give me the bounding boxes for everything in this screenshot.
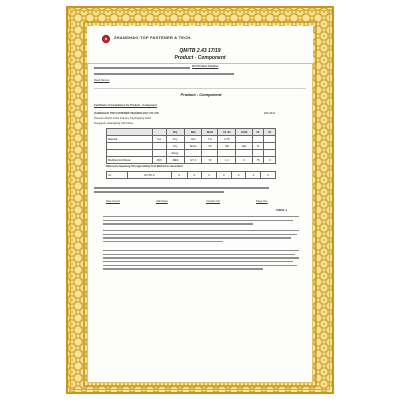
table-cell: T.G — [202, 136, 218, 143]
table-cell: HB — [218, 143, 236, 150]
table-subtitle: Reference Spearing Through Ability Test Method as described — [106, 165, 183, 168]
body-paragraph — [103, 250, 299, 272]
table-row — [107, 150, 276, 157]
body-paragraph — [103, 216, 299, 227]
signature-label: Page One — [256, 200, 268, 203]
company-address: Doumen district Anhui Industry Cityzhejiang Anhui — [94, 117, 152, 120]
table-cell — [107, 143, 153, 150]
table-row — [107, 157, 276, 164]
certificate-frame — [66, 6, 334, 394]
table-cell: 0 — [202, 172, 217, 179]
intro-text-line — [94, 67, 190, 69]
table-cell: Dry — [166, 136, 184, 143]
table-cell: 1 1 — [218, 157, 236, 164]
table-cell: Mold — [202, 129, 218, 136]
table-cell: UL — [107, 172, 128, 179]
signature-label: Date Issued — [106, 200, 120, 203]
table-cell: 0 — [261, 172, 276, 179]
signature-label: Contact Info — [206, 200, 220, 203]
footer-mark: ZHNOL-1 — [276, 209, 288, 212]
table-cell: T2 — [202, 157, 218, 164]
table-cell — [152, 150, 166, 157]
table-cell: 0 — [187, 172, 202, 179]
table-cell: 0 — [264, 157, 276, 164]
table-cell — [107, 150, 153, 157]
table-cell — [184, 150, 201, 157]
table-cell: Sheet — [184, 143, 201, 150]
table-cell — [264, 136, 276, 143]
table-cell — [107, 129, 153, 136]
body-paragraph — [103, 230, 299, 245]
table-cell: V0 — [202, 143, 218, 150]
table-cell: Elong. — [166, 150, 184, 157]
table-cell: UL 94 — [218, 129, 236, 136]
table-cell: 0 — [231, 172, 246, 179]
note-line — [94, 191, 224, 193]
spec-table-2 — [106, 171, 276, 179]
signature-label: Valid Date — [156, 200, 168, 203]
table-cell — [152, 129, 166, 136]
table-cell: Dry — [166, 129, 184, 136]
table-cell: 0.75 — [218, 136, 236, 143]
table-cell: 75 — [252, 157, 264, 164]
table-cell: S — [171, 172, 187, 179]
table-cell — [264, 150, 276, 157]
table-cell: Dry — [166, 143, 184, 150]
intro-text-line — [94, 73, 234, 75]
review-link[interactable]: Read Review — [94, 79, 110, 82]
note-line — [94, 187, 269, 189]
certificate-header-area — [87, 26, 313, 66]
table-cell — [202, 150, 218, 157]
table-cell: 0 — [236, 157, 253, 164]
table-row — [107, 129, 276, 136]
company-address: Dongguan Guangdong 440 China — [94, 122, 133, 125]
company-name: ZHANGHAO TOP FASTENER TECHNOLOGY CO LTD — [94, 112, 159, 115]
table-cell — [252, 150, 264, 157]
section-heading: Product - Component — [180, 92, 222, 97]
table-cell: 2 — [246, 172, 261, 179]
certificate-number: QM/TB 2.43 17/19 — [179, 48, 221, 54]
table-cell: Ind. — [152, 136, 166, 143]
table-row — [107, 136, 276, 143]
table-cell — [152, 143, 166, 150]
table-cell: UL94 — [236, 129, 253, 136]
table-cell: Hde — [236, 143, 253, 150]
table-cell: HY 4 — [184, 157, 201, 164]
table-cell: PA6 — [152, 157, 166, 164]
certificate-title: Product - Component — [174, 55, 226, 61]
table-cell: UL — [264, 129, 276, 136]
reference-number: E68 3944 — [264, 112, 276, 115]
table-cell — [218, 150, 236, 157]
table-cell: R — [252, 143, 264, 150]
approval-reference: ID 3 Product Solution — [192, 65, 219, 68]
company-header: ZHANGHAO TOP FASTENER & TECH. — [114, 35, 192, 40]
table-cell: Ash — [184, 136, 201, 143]
ul-logo-icon — [102, 35, 110, 43]
table-cell — [236, 136, 253, 143]
certificate-body — [87, 63, 313, 383]
table-cell: Wet — [184, 129, 201, 136]
table-cell: -MEC — [166, 157, 184, 164]
table-cell: Material — [107, 136, 153, 143]
table-cell: HV 6% 0 — [127, 172, 171, 179]
table-cell — [264, 143, 276, 150]
divider — [94, 88, 306, 89]
sub-heading: Certificate of Compliance for Product - Component — [94, 104, 157, 107]
table-cell — [252, 136, 264, 143]
table-cell: Modified Acid Resin — [107, 157, 153, 164]
table-cell: 0 — [216, 172, 231, 179]
table-row — [107, 143, 276, 150]
spec-table — [106, 128, 276, 164]
table-cell — [236, 150, 253, 157]
table-row — [107, 172, 276, 179]
table-cell: UL — [252, 129, 264, 136]
